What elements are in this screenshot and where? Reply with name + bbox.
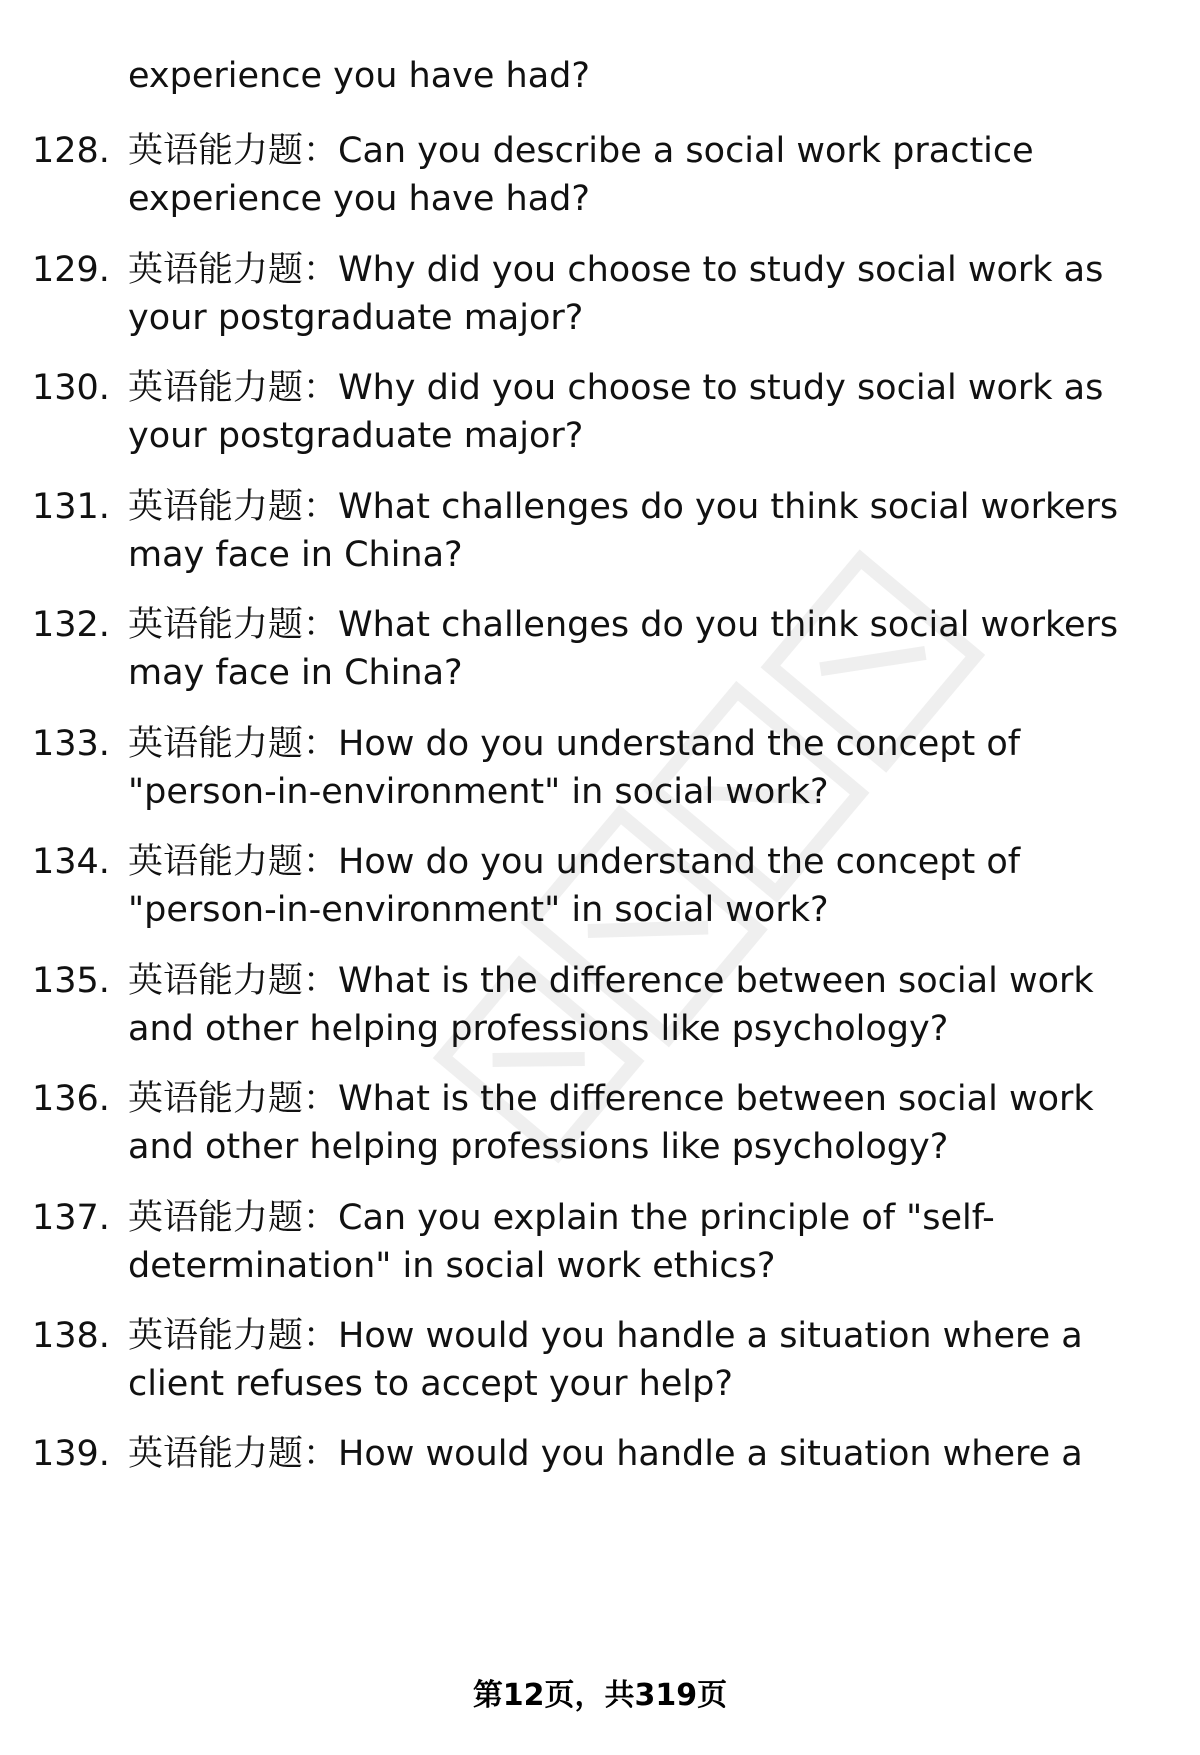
question-line: 英语能力题：How do you understand the concept of <box>128 842 1021 882</box>
question-line: 英语能力题：How would you handle a situation where a <box>128 1434 1083 1474</box>
question-number: 136. <box>32 1079 110 1119</box>
question-text <box>128 720 1128 816</box>
question-number: 130. <box>32 368 110 408</box>
question-text <box>128 246 1128 342</box>
question-number: 135. <box>32 961 110 1001</box>
question-line: 英语能力题：Can you explain the principle of "self- <box>128 1198 995 1238</box>
page-number-footer: 第12页，共319页 <box>472 1678 728 1713</box>
question-line: your postgraduate major? <box>128 416 584 456</box>
question-line: "person-in-environment" in social work? <box>128 772 829 812</box>
question-text <box>128 601 1128 697</box>
question-line: 英语能力题：What is the difference between social work <box>128 1079 1094 1119</box>
question-line: client refuses to accept your help? <box>128 1364 733 1404</box>
continued-question-text: experience you have had? <box>128 56 590 96</box>
question-line: 英语能力题：How would you handle a situation where a <box>128 1316 1083 1356</box>
question-line: 英语能力题：What challenges do you think social workers <box>128 487 1119 527</box>
question-line: may face in China? <box>128 535 463 575</box>
question-line: may face in China? <box>128 653 463 693</box>
question-line: 英语能力题：How do you understand the concept of <box>128 724 1021 764</box>
question-line: and other helping professions like psychology? <box>128 1009 949 1049</box>
question-text <box>128 957 1128 1053</box>
question-line: 英语能力题：Why did you choose to study social work as <box>128 368 1104 408</box>
question-number: 139. <box>32 1434 110 1474</box>
question-text <box>128 1194 1128 1290</box>
question-line: your postgraduate major? <box>128 298 584 338</box>
question-text <box>128 1075 1128 1171</box>
question-text <box>128 483 1128 579</box>
question-line: 英语能力题：What challenges do you think social workers <box>128 605 1119 645</box>
question-number: 132. <box>32 605 110 645</box>
question-line: experience you have had? <box>128 179 590 219</box>
question-text <box>128 127 1128 223</box>
question-number: 129. <box>32 250 110 290</box>
question-line: 英语能力题：Can you describe a social work practice <box>128 131 1034 171</box>
question-number: 138. <box>32 1316 110 1356</box>
question-text <box>128 364 1128 460</box>
question-line: determination" in social work ethics? <box>128 1246 776 1286</box>
question-number: 128. <box>32 131 110 171</box>
question-number: 131. <box>32 487 110 527</box>
question-text <box>128 838 1128 934</box>
question-line: "person-in-environment" in social work? <box>128 890 829 930</box>
question-number: 133. <box>32 724 110 764</box>
question-line: and other helping professions like psychology? <box>128 1127 949 1167</box>
question-line: 英语能力题：What is the difference between social work <box>128 961 1094 1001</box>
question-line: 英语能力题：Why did you choose to study social work as <box>128 250 1104 290</box>
question-number: 137. <box>32 1198 110 1238</box>
question-number: 134. <box>32 842 110 882</box>
question-text <box>128 1312 1128 1408</box>
question-text <box>128 1430 1128 1478</box>
